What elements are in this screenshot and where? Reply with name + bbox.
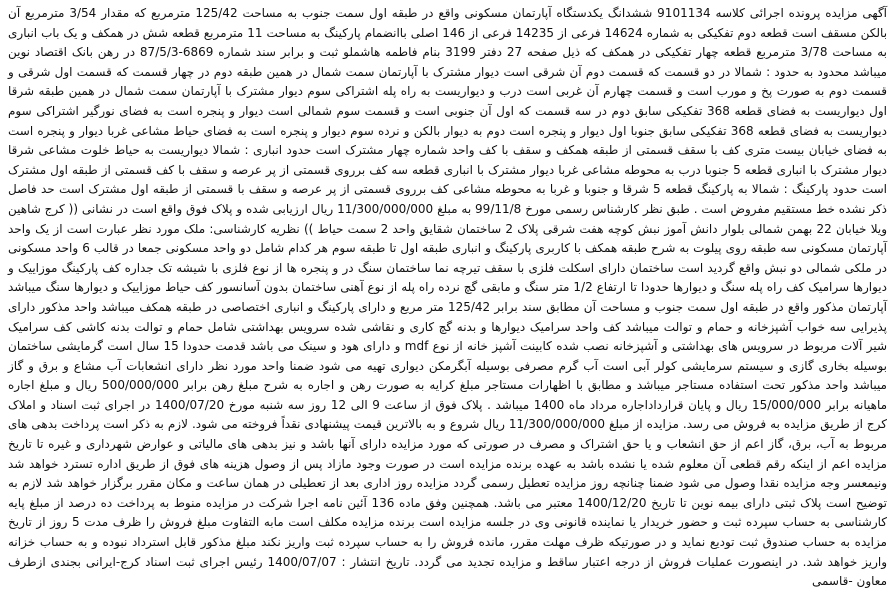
auction-notice bbox=[8, 4, 887, 592]
notice-text: آگهی مزایده پرونده اجرائی کلاسه 9101134 ششدانگ یکدستگاه آپارتمان مسکونی واقع در طبقه اول سمت جنوب به مساحت 125/42 مترمربع که مقدار 3/54 مترمربع آن بالکن مسقف است قطعه دوم تفکیکی به شماره 14624 فرعی از 14235 فرعی از 146 اصلی باانضمام پارکینگ به مساحت 11 مترمربع قطعه شش در همکف و یک باب انباری به مساحت 3/78 مترمربع قطعه چهار تفکیکی در همکف که ذیل صفحه 27 دفتر 3199 بنام فاطمه هاشملو ثبت و برابر سند شماره 6869-87/5/3 در رهن بانک اقتصاد نوین میباشد محدود به حدود : شمالا در دو قسمت که قسمت دوم آن شرقی است دیوار مشترک با آپارتمان سمت شمال در همین طبقه دوم در چهار قسمت که قسمت اول شرقی و قسمت دوم به صورت پخ و مورب است و قسمت چهارم آن غربی است درب و دیواریست به راه پله اشتراکی سوم دیوار مشترک با آپارتمان سمت شمال در همین طبقه شرقا اول دیواریست به فضای قطعه 368 تفکیکی سابق دوم در سه قسمت که اول آن جنوبی است و قسمت سوم شمالی است دیوار و پنجره است به فضای نورگیر اشتراکی سوم دیواریست به فضای قطعه 368 تفکیکی سابق جنوبا اول دیوار و پنجره است دوم به دیوار بالکن و نرده سوم دیوار و پنجره است به فضای حیاط مشاعی غربا دیوار و پنجره است به فضای خیابان بیست متری کف با سقف قسمتی از طبقه همکف و سقف با کف واحد شماره چهار مشترک است حدود انباری : شمالا دیواریست به حیاط خلوت مشاعی شرقا دیوار مشترک با انباری قطعه 5 جنوبا درب به محوطه مشاعی غربا دیوار مشترک با انباری قطعه سه کف برروی قسمتی از پر عرصه و سقف با کف قسمتی از طبقه اول مشترک است حدود پارکینگ : شمالا به پارکینگ قطعه 5 شرقا و جنوبا و غربا به محوطه مشاعی کف برروی قسمتی از پر عرصه و سقف با قسمتی از طبقه اول مشترک است حد فاصل ذکر نشده خط مستقیم مفروض است . طبق نظر کارشناس رسمی مورخ 99/11/8 به مبلغ 11/300/000/000 ریال ارزیابی شده و پلاک فوق واقع است در نشانی (( کرج شاهین ویلا خیابان 22 بهمن شمالی بلوار دانش آموز نبش کوچه هفت شرقی پلاک 2 ساختمان شقایق واحد 2 سمت حیاط )) نظریه کارشناسی: ملک مورد نظر عبارت است از یک واحد آپارتمان مسکونی سه طبقه روی پیلوت به شرح طبقه همکف با کاربری پارکینگ و انباری طبقه اول تا طبقه سوم هر کدام شامل دو واحد مسکونی جمعا در قالب 6 واحد مسکونی در ملکی شمالی دو نبش واقع گردید است ساختمان دارای اسکلت فلزی با سقف تیرچه نما ساختمان سنگ در و پنجره ها از نوع فلزی با شیشه تک جداره کف پارکینگ موزاییک و دیوارها سرامیک کف راه پله سنگ و دیوارها حدودا تا ارتفاع 1/2 متر سنگ و مابقی گچ نرده راه پله از نوع آهنی ساختمان بدون آسانسور کف حیاط موزاییک و دیوارها سنگ میباشد آپارتمان مذکور واقع در طبقه اول سمت جنوب و مساحت آن مطابق سند برابر 125/42 متر مربع و دارای پارکینگ و انباری اختصاصی در طبقه همکف میباشد واحد مذکور دارای پذیرایی سه خواب آشپزخانه و حمام و توالت میباشد کف واحد سرامیک دیوارها و بدنه گچ کاری و نقاشی شده سرویس بهداشتی شامل حمام و توالت بدنه کاشی کف سرامیک شیر آلات مربوط در سرویس های بهداشتی و آشپزخانه نصب شده کابینت آشپز خانه از نوع mdf و دارای هود و سینک می باشد قدمت حدودا 15 سال است گرمایشی ساختمان بوسیله بخاری گازی و سیستم سرمایشی کولر آبی است آب گرم مصرفی بوسیله آبگرمکن دیواری تهیه می شود ضمنا واحد مورد نظر دارای انشعابات آب مشاع و برق و گاز میباشد واحد مذکور تحت استفاده مستاجر میباشد و مطابق با اظهارات مستاجر مبلغ کرایه به صورت رهن و اجاره به شرح مبلغ رهن برابر 500/000/000 ریال و مبلغ اجاره ماهیانه برابر 15/000/000 ریال و پایان قرارداداجاره مرداد ماه 1400 میباشد . پلاک فوق از ساعت 9 الی 12 روز سه شنبه مورخ 1400/07/20 در اجرای ثبت اسناد و املاک کرج از طریق مزایده به فروش می رسد. مزایده از مبلغ 11/300/000/000 ریال شروع و به بالاترین قیمت پیشنهادی نقداً فروخته می شود. لازم به ذکر است پرداخت بدهی های مربوط به آب، برق، گاز اعم از حق انشعاب و یا حق اشتراک و مصرف در صورتی که مورد مزایده دارای آنها باشد و نیز بدهی های مالیاتی و عوارض شهرداری و غیره تا تاریخ مزایده اعم از اینکه رقم قطعی آن معلوم شده یا نشده باشد به عهده برنده مزایده است در صورت وجود مازاد پس از وصول هزینه های فوق از طریق اداره تسترد خواهد شد ونیمعسر وجه مزایده نقدا وصول می شود ضمنا چنانچه روز مزایده تعطیل رسمی گردد مزایده روز اداری بعد از تعطیلی در همان ساعت و مکان مقرر برگزار خواهد شد لازم به توضیح است پلاک ثبتی دارای بیمه نوین تا تاریخ 1400/12/20 معتبر می باشد. همچنین وفق ماده 136 آئین نامه اجرا شرکت در مزایده منوط به پرداخت ده درصد از مبلغ پایه کارشناسی به حساب سپرده ثبت و حضور خریدار یا نماینده قانونی وی در جلسه مزایده است برنده مزایده مکلف است مابه التفاوت مبلغ فروش را ظرف مدت 5 روز از تاریخ مزایده به حساب صندوق ثبت تودیع نماید و در صورتیکه ظرف مهلت مقرر، مانده فروش را به حساب سپرده ثبت واریز نکند مبلغ مذکور قابل استرداد نبوده و به حساب خزانه واریز خواهد شد. در اینصورت عملیات فروش از درجه اعتبار ساقط و مزایده تجدید می گردد. تاریخ انتشار : 1400/07/07 رئیس اجرای ثبت اسناد کرج-ایرانی بجندی ازطرف معاون -قاسمی bbox=[8, 6, 888, 589]
